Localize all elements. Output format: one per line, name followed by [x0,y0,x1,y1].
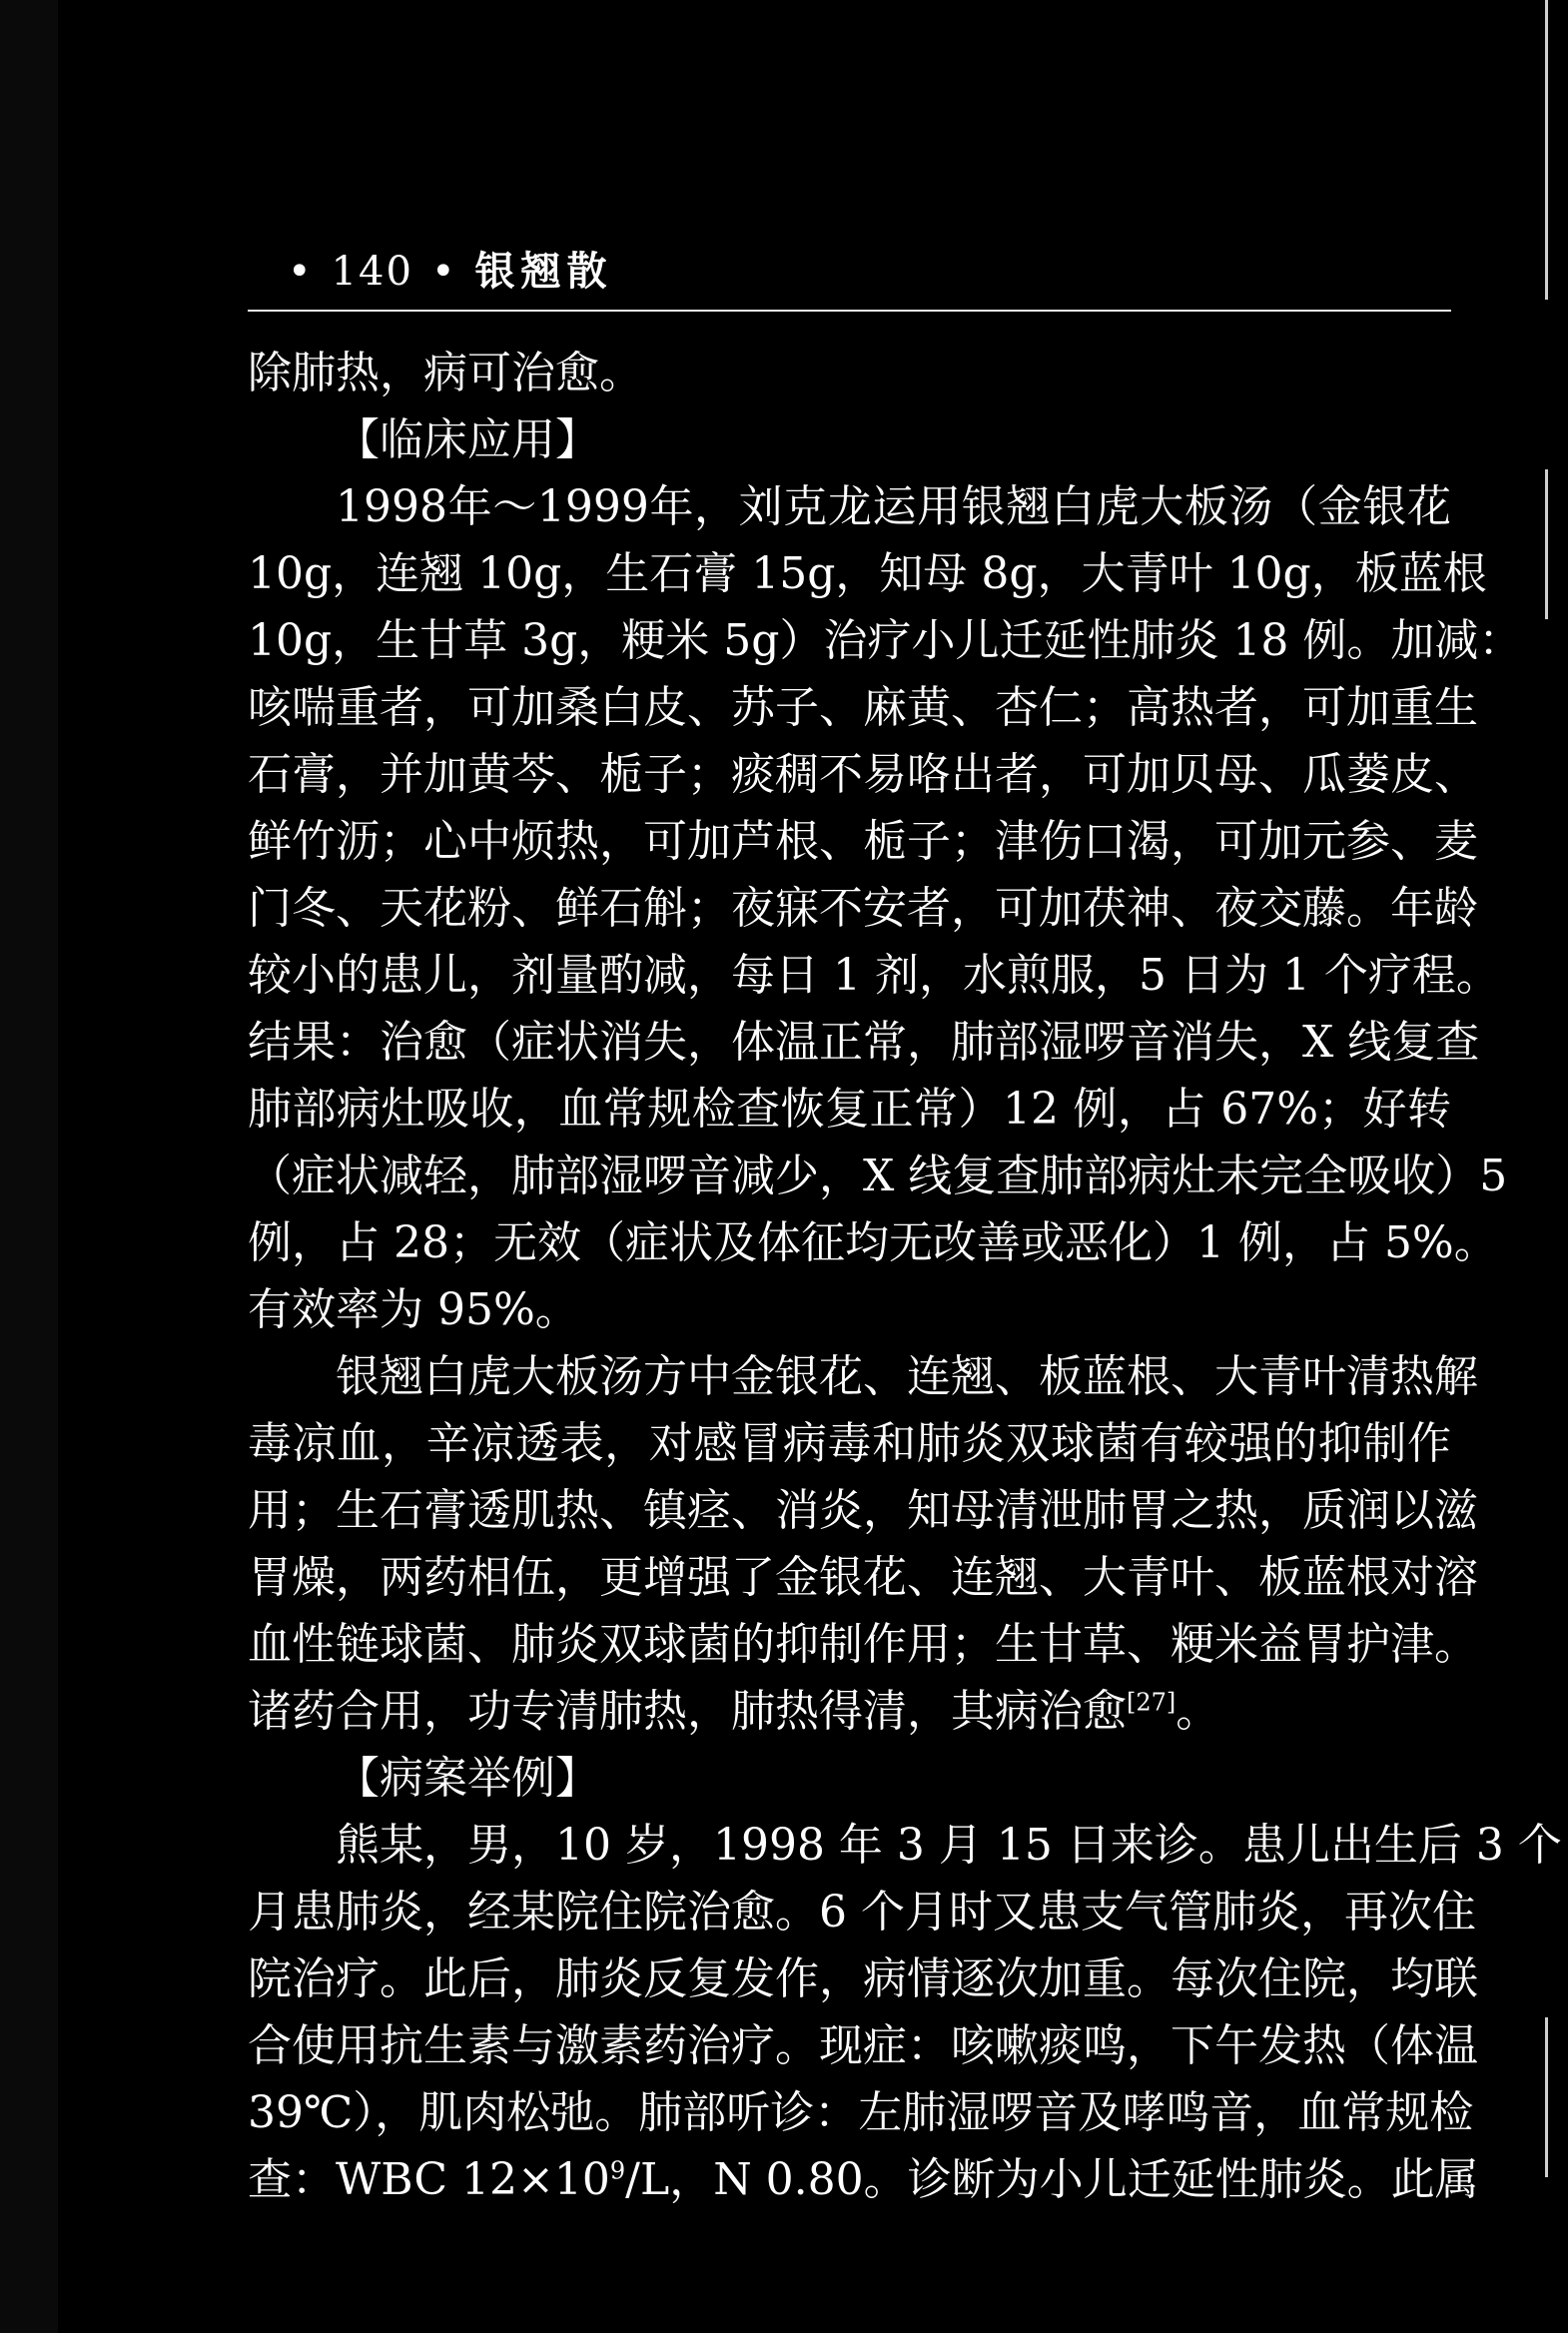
text-line [248,1209,1498,1276]
text-line [248,875,1478,942]
text-line [248,340,1451,406]
line-text: 【临床应用】 [336,414,599,465]
line-text: 10g，连翘 10g，生石膏 15g，知母 8g，大青叶 10g，板蓝根 [248,548,1487,599]
text-line [248,1544,1478,1611]
text-line [248,607,1523,674]
superscript: [27] [1127,1688,1176,1717]
text-line [248,942,1500,1009]
text-line [248,1009,1480,1076]
header-bullet: • [288,249,314,295]
line-text: 鲜竹沥；心中烦热，可加芦根、栀子；津伤口渴，可加元参、麦 [248,816,1478,867]
scan-right-mark [1545,469,1548,619]
text-line [248,1678,1451,1745]
scan-right-mark [1545,2017,1548,2177]
line-text: 查：WBC 12×10 [248,2154,610,2205]
line-text: 1998年～1999年，刘克龙运用银翘白虎大板汤（金银花 [336,481,1451,532]
text-line [248,808,1478,875]
header-bullet: • [430,249,457,295]
line-text: 血性链球菌、肺炎双球菌的抑制作用；生甘草、粳米益胃护津。 [248,1619,1478,1670]
text-line [248,2146,1479,2213]
text-line [248,2012,1478,2079]
text-line [248,1812,1562,1879]
book-title: 银翘散 [474,248,613,295]
line-text: 例，占 28；无效（症状及体征均无改善或恶化）1 例，占 5%。 [248,1217,1498,1268]
header-rule [248,310,1451,312]
line-text: 用；生石膏透肌热、镇痉、消炎，知母清泄肺胃之热，质润以滋 [248,1485,1478,1536]
text-line [248,406,1451,473]
line-text: 【病案举例】 [336,1753,599,1804]
text-line [248,1143,1508,1209]
line-text-continued: 。 [1176,1686,1220,1737]
line-text: 39℃），肌肉松弛。肺部听诊：左肺湿啰音及哮鸣音，血常规检 [248,2087,1474,2138]
line-text: 胃燥，两药相伍，更增强了金银花、连翘、大青叶、板蓝根对溶 [248,1552,1478,1603]
line-text: 咳喘重者，可加桑白皮、苏子、麻黄、杏仁；高热者，可加重生 [248,682,1478,733]
text-line [248,1745,1451,1812]
line-text: 诸药合用，功专清肺热，肺热得清，其病治愈 [248,1686,1127,1737]
line-text-continued: /L，N 0.80。诊断为小儿迁延性肺炎。此属 [625,2154,1479,2205]
line-text: 10g，生甘草 3g，粳米 5g）治疗小儿迁延性肺炎 18 例。加减： [248,615,1523,666]
line-text: 门冬、天花粉、鲜石斛；夜寐不安者，可加茯神、夜交藤。年龄 [248,883,1478,934]
page-number: 140 [331,249,413,295]
line-text: 有效率为 95%。 [248,1284,579,1335]
text-line [248,540,1487,607]
text-line [248,674,1478,741]
text-line [248,1343,1478,1410]
superscript: 9 [609,2156,626,2185]
running-header [270,240,613,297]
text-line [248,1477,1478,1544]
text-line [248,1076,1451,1143]
text-line [248,1945,1478,2012]
scan-right-mark [1545,0,1548,300]
line-text: 肺部病灶吸收，血常规检查恢复正常）12 例，占 67%；好转 [248,1084,1451,1135]
text-line [248,741,1478,808]
line-text: 合使用抗生素与激素药治疗。现症：咳嗽痰鸣，下午发热（体温 [248,2020,1478,2071]
scan-left-edge [0,0,58,2333]
line-text: 较小的患儿，剂量酌减，每日 1 剂，水煎服，5 日为 1 个疗程。 [248,950,1500,1001]
line-text: 银翘白虎大板汤方中金银花、连翘、板蓝根、大青叶清热解 [336,1351,1478,1402]
line-text: 熊某，男，10 岁，1998 年 3 月 15 日来诊。患儿出生后 3 个 [336,1820,1562,1871]
line-text: 除肺热，病可治愈。 [248,348,643,398]
text-line [248,1879,1476,1945]
line-text: 石膏，并加黄芩、栀子；痰稠不易咯出者，可加贝母、瓜蒌皮、 [248,749,1478,800]
body-text [248,340,1562,2213]
line-text: 结果：治愈（症状消失，体温正常，肺部湿啰音消失，X 线复查 [248,1017,1480,1068]
line-text: （症状减轻，肺部湿啰音减少，X 线复查肺部病灶未完全吸收）5 [248,1151,1508,1201]
line-text: 月患肺炎，经某院住院治愈。6 个月时又患支气管肺炎，再次住 [248,1887,1476,1938]
text-line [248,473,1451,540]
line-text: 院治疗。此后，肺炎反复发作，病情逐次加重。每次住院，均联 [248,1953,1478,2004]
text-line [248,1276,1451,1343]
line-text: 毒凉血，辛凉透表，对感冒病毒和肺炎双球菌有较强的抑制作 [248,1418,1451,1469]
text-line [248,1611,1478,1678]
text-line [248,2079,1474,2146]
text-line [248,1410,1451,1477]
